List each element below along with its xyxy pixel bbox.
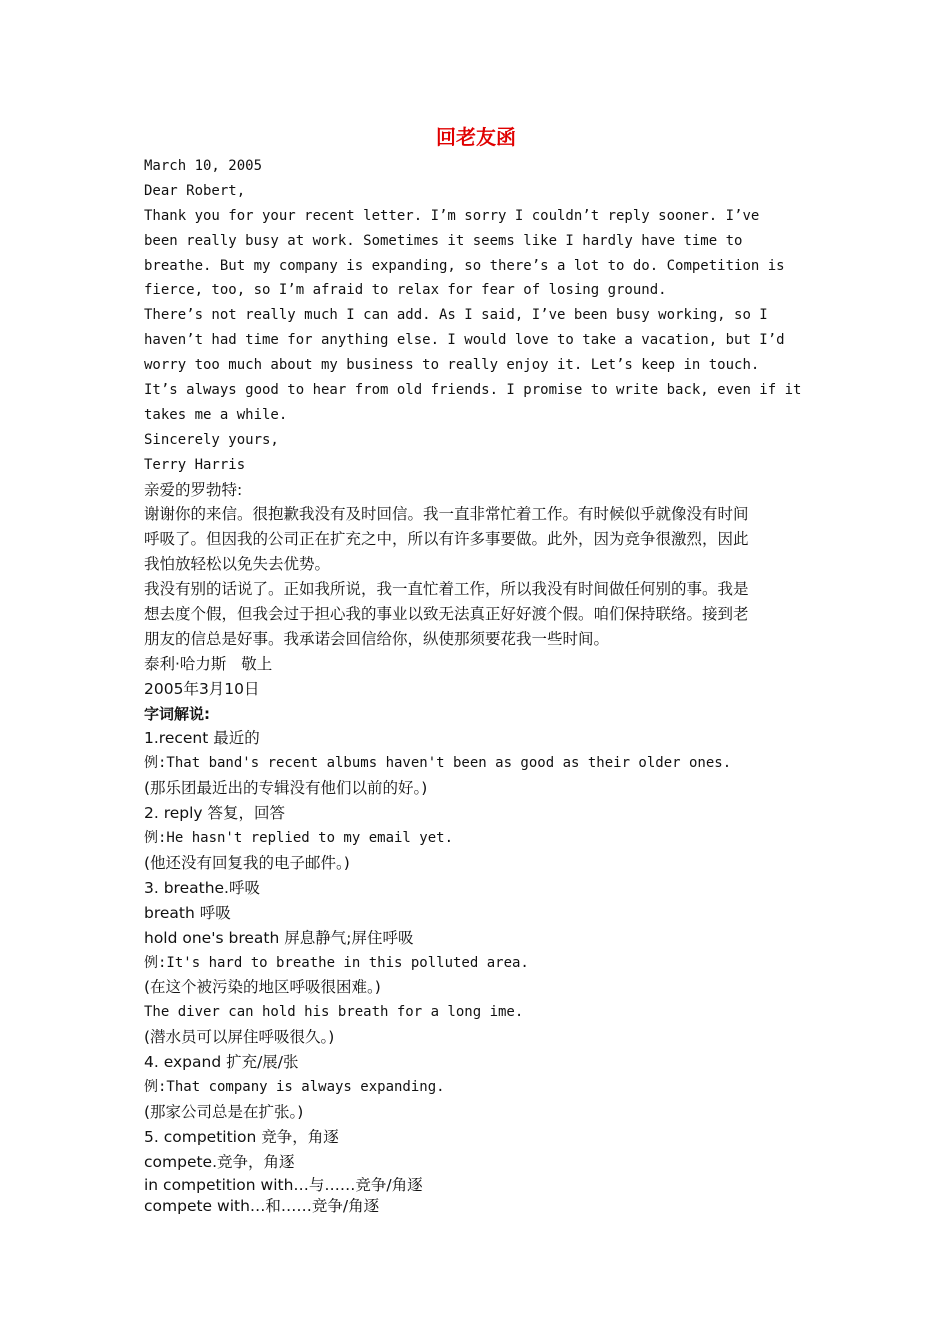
vocab-line: compete.竞争，角逐 — [144, 1152, 295, 1171]
vocab-line: (那乐团最近出的专辑没有他们以前的好。) — [144, 779, 428, 798]
cn-body-line: 我没有别的话说了。正如我所说，我一直忙着工作，所以我没有时间做任何别的事。我是 — [144, 580, 749, 599]
cn-body-line: 呼吸了。但因我的公司正在扩充之中，所以有许多事要做。此外，因为竞争很激烈，因此 — [144, 530, 749, 549]
letter-body-line: takes me a while. — [144, 406, 288, 423]
letter-body-line: fierce, too, so I’m afraid to relax for fear of losing ground. — [144, 282, 667, 299]
document-page — [144, 122, 814, 1217]
vocab-line: 例:It's hard to breathe in this polluted area. — [144, 954, 529, 971]
letter-signature: Terry Harris — [144, 456, 246, 473]
vocab-line: 4. expand 扩充/展/张 — [144, 1053, 299, 1072]
letter-body-line: There’s not really much I can add. As I said, I’ve been busy working, so I — [144, 307, 768, 324]
letter-date: March 10, 2005 — [144, 158, 263, 174]
letter-closing: Sincerely yours, — [144, 431, 279, 448]
cn-body-line: 我怕放轻松以免失去优势。 — [144, 555, 331, 574]
vocab-line: (他还没有回复我的电子邮件。) — [144, 853, 350, 872]
vocab-line: 3. breathe.呼吸 — [144, 878, 260, 897]
vocab-line: 2. reply 答复，回答 — [144, 804, 286, 823]
cn-date: 2005年3月10日 — [144, 679, 260, 698]
vocab-line: (在这个被污染的地区呼吸很困难。) — [144, 978, 381, 997]
vocab-line: compete with…和……竞争/角逐 — [144, 1196, 380, 1215]
vocab-line: in competition with…与……竞争/角逐 — [144, 1175, 423, 1194]
letter-body-line: Thank you for your recent letter. I’m sorry I couldn’t reply sooner. I’ve — [144, 207, 760, 224]
cn-signature: 泰利·哈力斯 敬上 — [144, 654, 273, 673]
letter-body-line: It’s always good to hear from old friends. I promise to write back, even if it — [144, 382, 802, 399]
cn-body-line: 谢谢你的来信。很抱歉我没有及时回信。我一直非常忙着工作。有时候似乎就像没有时间 — [144, 505, 749, 524]
cn-greeting: 亲爱的罗勃特: — [144, 480, 243, 499]
vocab-line: 例:He hasn't replied to my email yet. — [144, 830, 454, 847]
letter-body-line: been really busy at work. Sometimes it seems like I hardly have time to — [144, 232, 743, 249]
cn-body-line: 朋友的信总是好事。我承诺会回信给你，纵使那须要花我一些时间。 — [144, 629, 610, 648]
vocab-line: 例:That band's recent albums haven't been as good as their older ones. — [144, 755, 732, 772]
letter-body-line: breathe. But my company is expanding, so there’s a lot to do. Competition is — [144, 257, 785, 274]
vocab-line: breath 呼吸 — [144, 903, 231, 922]
vocab-line: 5. competition 竞争，角逐 — [144, 1127, 339, 1146]
vocab-line: 例:That company is always expanding. — [144, 1078, 445, 1095]
vocab-line: hold one's breath 屏息静气;屏住呼吸 — [144, 928, 414, 947]
cn-body-line: 想去度个假，但我会过于担心我的事业以致无法真正好好渡个假。咱们保持联络。接到老 — [144, 605, 749, 624]
vocab-line: 1.recent 最近的 — [144, 729, 260, 748]
letter-body-line: worry too much about my business to really enjoy it. Let’s keep in touch. — [144, 357, 760, 374]
vocab-heading: 字词解说: — [144, 704, 210, 723]
vocab-line: (那家公司总是在扩张。) — [144, 1102, 304, 1121]
vocab-line: (潜水员可以屏住呼吸很久。) — [144, 1028, 335, 1047]
document-title: 回老友函 — [436, 125, 516, 149]
letter-body-line: haven’t had time for anything else. I would love to take a vacation, but I’d — [144, 332, 785, 349]
letter-greeting: Dear Robert, — [144, 182, 246, 199]
vocab-line: The diver can hold his breath for a long ime. — [144, 1004, 524, 1021]
